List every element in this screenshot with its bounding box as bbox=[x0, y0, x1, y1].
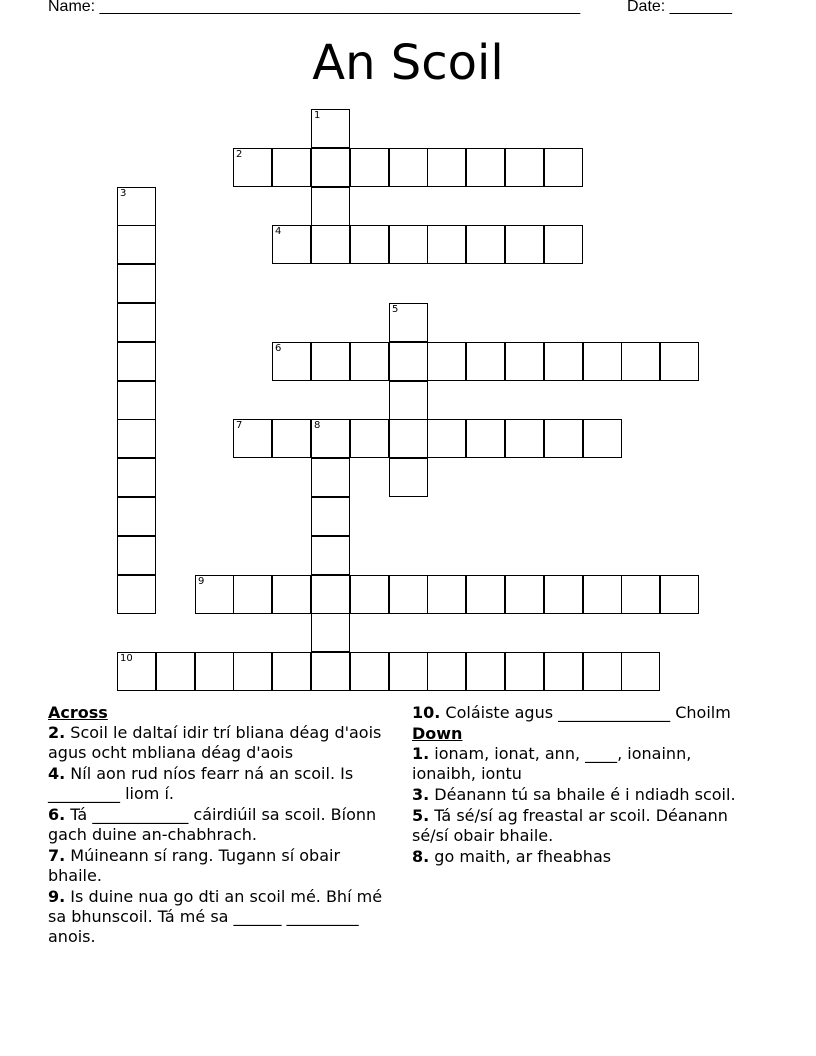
grid-cell[interactable] bbox=[117, 575, 156, 614]
grid-cell[interactable] bbox=[505, 419, 544, 458]
grid-cell[interactable] bbox=[311, 225, 350, 264]
grid-cell[interactable] bbox=[389, 652, 428, 691]
grid-cell[interactable] bbox=[233, 419, 272, 458]
clue-item bbox=[48, 887, 388, 947]
grid-cell[interactable] bbox=[583, 575, 622, 614]
clue-item bbox=[412, 806, 757, 846]
grid-cell[interactable] bbox=[311, 419, 350, 458]
grid-cell[interactable] bbox=[195, 575, 234, 614]
clue-item bbox=[412, 785, 757, 805]
clue-text: Scoil le daltaí idir trí bliana déag d'aois agus ocht mbliana déag d'aois bbox=[48, 723, 382, 762]
clue-item bbox=[412, 744, 757, 784]
grid-cell[interactable] bbox=[544, 419, 583, 458]
clue-number: 1 bbox=[314, 110, 321, 121]
clue-number: 4 bbox=[275, 226, 282, 237]
clue-number: 10. bbox=[412, 703, 441, 722]
clue-number: 1. bbox=[412, 744, 430, 763]
grid-cell[interactable] bbox=[117, 303, 156, 342]
grid-cell[interactable] bbox=[311, 148, 350, 187]
across-clue-list-continued bbox=[412, 703, 757, 723]
grid-cell[interactable] bbox=[350, 342, 389, 381]
clue-text: Coláiste agus ______________ Choilm bbox=[440, 703, 731, 722]
clue-number: 4. bbox=[48, 764, 66, 783]
grid-cell[interactable] bbox=[272, 342, 311, 381]
grid-cell[interactable] bbox=[117, 342, 156, 381]
grid-cell[interactable] bbox=[117, 381, 156, 420]
clue-text: Is duine nua go dti an scoil mé. Bhí mé sa bhunscoil. Tá mé sa ______ _________ anois. bbox=[48, 887, 383, 946]
grid-cell[interactable] bbox=[389, 342, 428, 381]
clue-number: 3. bbox=[412, 785, 430, 804]
clue-item bbox=[48, 764, 388, 804]
grid-cell[interactable] bbox=[233, 652, 272, 691]
grid-cell[interactable] bbox=[427, 342, 466, 381]
grid-cell[interactable] bbox=[466, 148, 505, 187]
grid-cell[interactable] bbox=[621, 342, 660, 381]
grid-cell[interactable] bbox=[350, 148, 389, 187]
grid-cell[interactable] bbox=[233, 575, 272, 614]
clue-number: 3 bbox=[120, 188, 127, 199]
grid-cell[interactable] bbox=[117, 187, 156, 226]
grid-cell[interactable] bbox=[466, 342, 505, 381]
grid-cell[interactable] bbox=[311, 497, 350, 536]
grid-cell[interactable] bbox=[272, 575, 311, 614]
grid-cell[interactable] bbox=[311, 109, 350, 148]
grid-cell[interactable] bbox=[311, 342, 350, 381]
grid-cell[interactable] bbox=[583, 342, 622, 381]
grid-cell[interactable] bbox=[621, 575, 660, 614]
grid-cell[interactable] bbox=[466, 225, 505, 264]
grid-cell[interactable] bbox=[311, 652, 350, 691]
clues-left-column bbox=[48, 703, 388, 948]
down-clue-list bbox=[412, 744, 757, 867]
clue-number: 5 bbox=[392, 304, 399, 315]
grid-cell[interactable] bbox=[311, 575, 350, 614]
grid-cell[interactable] bbox=[505, 148, 544, 187]
grid-cell[interactable] bbox=[156, 652, 195, 691]
clue-text: Tá ____________ cáirdiúil sa scoil. Bíonn gach duine an-chabhrach. bbox=[48, 805, 377, 844]
clue-number: 8. bbox=[412, 847, 430, 866]
clue-number: 2. bbox=[48, 723, 66, 742]
clue-text: go maith, ar fheabhas bbox=[429, 847, 612, 866]
grid-cell[interactable] bbox=[427, 419, 466, 458]
across-heading: Across bbox=[48, 703, 108, 722]
grid-cell[interactable] bbox=[233, 148, 272, 187]
grid-cell[interactable] bbox=[272, 652, 311, 691]
grid-cell[interactable] bbox=[389, 148, 428, 187]
page-title: An Scoil bbox=[312, 35, 504, 91]
clue-number: 9 bbox=[198, 576, 205, 587]
clue-number: 10 bbox=[120, 653, 133, 664]
grid-cell[interactable] bbox=[505, 575, 544, 614]
grid-cell[interactable] bbox=[621, 652, 660, 691]
grid-cell[interactable] bbox=[544, 652, 583, 691]
clue-number: 6 bbox=[275, 343, 282, 354]
clue-number: 9. bbox=[48, 887, 66, 906]
grid-cell[interactable] bbox=[311, 536, 350, 575]
date-field-label[interactable]: Date: _______ bbox=[627, 0, 732, 15]
grid-cell[interactable] bbox=[660, 342, 699, 381]
clues-right-column bbox=[412, 703, 757, 868]
clue-item bbox=[48, 846, 388, 886]
grid-cell[interactable] bbox=[389, 381, 428, 420]
across-clue-list bbox=[48, 723, 388, 947]
grid-cell[interactable] bbox=[117, 225, 156, 264]
grid-cell[interactable] bbox=[350, 225, 389, 264]
clue-text: Déanann tú sa bhaile é i ndiadh scoil. bbox=[429, 785, 736, 804]
grid-cell[interactable] bbox=[427, 652, 466, 691]
clue-item bbox=[48, 723, 388, 763]
down-heading: Down bbox=[412, 724, 463, 743]
clue-number: 5. bbox=[412, 806, 430, 825]
grid-cell[interactable] bbox=[505, 225, 544, 264]
name-field-label[interactable]: Name: ______________________________________________________ bbox=[48, 0, 581, 15]
grid-cell[interactable] bbox=[350, 419, 389, 458]
grid-cell[interactable] bbox=[117, 652, 156, 691]
grid-cell[interactable] bbox=[389, 458, 428, 497]
clue-text: Níl aon rud níos fearr ná an scoil. Is _________ liom í. bbox=[48, 764, 354, 803]
grid-cell[interactable] bbox=[117, 497, 156, 536]
grid-cell[interactable] bbox=[272, 148, 311, 187]
grid-cell[interactable] bbox=[544, 342, 583, 381]
grid-cell[interactable] bbox=[117, 458, 156, 497]
clue-item bbox=[412, 847, 757, 867]
grid-cell[interactable] bbox=[117, 264, 156, 303]
grid-cell[interactable] bbox=[389, 419, 428, 458]
grid-cell[interactable] bbox=[544, 575, 583, 614]
grid-cell[interactable] bbox=[311, 613, 350, 652]
grid-cell[interactable] bbox=[350, 652, 389, 691]
clue-text: Múineann sí rang. Tugann sí obair bhaile. bbox=[48, 846, 341, 885]
grid-cell[interactable] bbox=[466, 652, 505, 691]
clue-number: 8 bbox=[314, 420, 321, 431]
clue-number: 7 bbox=[236, 420, 243, 431]
grid-cell[interactable] bbox=[427, 225, 466, 264]
grid-cell[interactable] bbox=[427, 148, 466, 187]
grid-cell[interactable] bbox=[505, 652, 544, 691]
grid-cell[interactable] bbox=[466, 575, 505, 614]
clue-item bbox=[412, 703, 757, 723]
clue-item bbox=[48, 805, 388, 845]
grid-cell[interactable] bbox=[583, 652, 622, 691]
grid-cell[interactable] bbox=[117, 419, 156, 458]
grid-cell[interactable] bbox=[117, 536, 156, 575]
grid-cell[interactable] bbox=[311, 187, 350, 226]
grid-cell[interactable] bbox=[389, 575, 428, 614]
grid-cell[interactable] bbox=[660, 575, 699, 614]
grid-cell[interactable] bbox=[389, 303, 428, 342]
grid-cell[interactable] bbox=[272, 419, 311, 458]
grid-cell[interactable] bbox=[389, 225, 428, 264]
clue-number: 6. bbox=[48, 805, 66, 824]
grid-cell[interactable] bbox=[427, 575, 466, 614]
clue-text: Tá sé/sí ag freastal ar scoil. Déanann sé/sí obair bhaile. bbox=[412, 806, 728, 845]
grid-cell[interactable] bbox=[195, 652, 234, 691]
grid-cell[interactable] bbox=[311, 458, 350, 497]
grid-cell[interactable] bbox=[544, 225, 583, 264]
grid-cell[interactable] bbox=[505, 342, 544, 381]
grid-cell[interactable] bbox=[350, 575, 389, 614]
grid-cell[interactable] bbox=[466, 419, 505, 458]
clue-number: 7. bbox=[48, 846, 66, 865]
grid-cell[interactable] bbox=[544, 148, 583, 187]
grid-cell[interactable] bbox=[583, 419, 622, 458]
clue-text: ionam, ionat, ann, ____, ionainn, ionaibh, iontu bbox=[412, 744, 692, 783]
clue-number: 2 bbox=[236, 149, 243, 160]
grid-cell[interactable] bbox=[272, 225, 311, 264]
